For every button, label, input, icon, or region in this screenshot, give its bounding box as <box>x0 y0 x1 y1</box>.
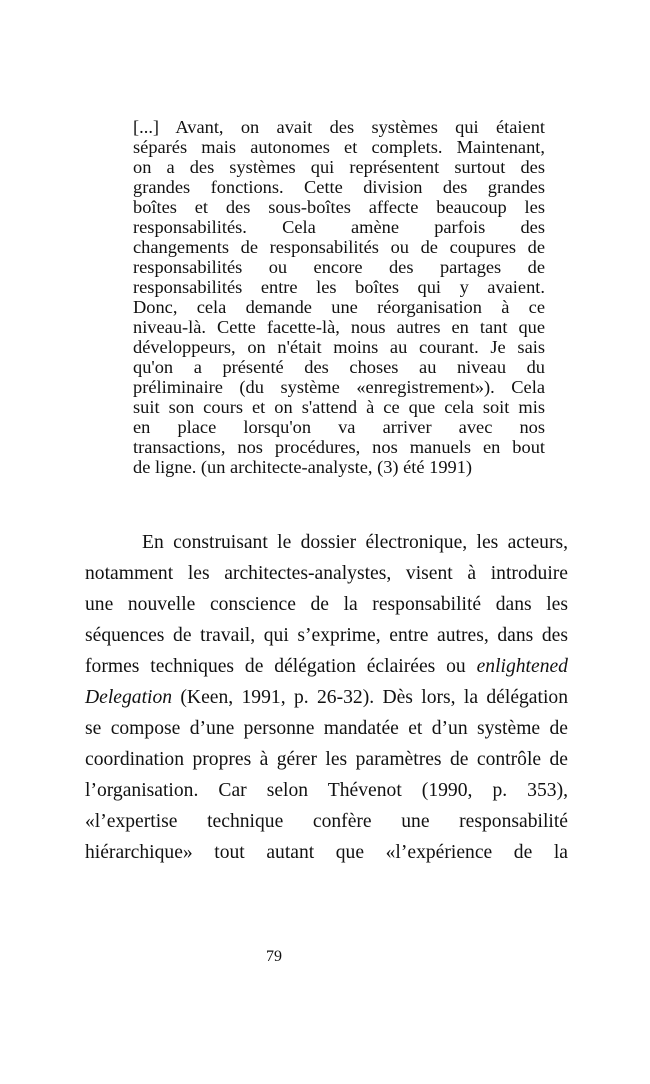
quote-line: qu'on a présenté des choses au niveau du <box>133 357 545 377</box>
body-line: coordination propres à gérer les paramètres de contrôle de <box>85 749 568 770</box>
body-line: «l’expertise technique confère une responsabilité <box>85 811 568 832</box>
quote-line: responsabilités ou encore des partages de <box>133 257 545 277</box>
quote-line: grandes fonctions. Cette division des grandes <box>133 177 545 197</box>
quote-line: développeurs, on n'était moins au courant. Je sais <box>133 337 545 357</box>
quote-line: préliminaire (du système «enregistrement»). Cela <box>133 377 545 397</box>
quote-line: responsabilités. Cela amène parfois des <box>133 217 545 237</box>
quote-line: niveau-là. Cette facette-là, nous autres en tant que <box>133 317 545 337</box>
quote-line: on a des systèmes qui représentent surtout des <box>133 157 545 177</box>
quote-line: suit son cours et on s'attend à ce que cela soit mis <box>133 397 545 417</box>
body-line: séquences de travail, qui s’exprime, entre autres, dans des <box>85 625 568 646</box>
body-line-italic: enlightened <box>476 656 568 677</box>
body-line: notamment les architectes-analystes, visent à introduire <box>85 563 568 584</box>
page-number: 79 <box>266 948 282 965</box>
quote-line: transactions, nos procédures, nos manuels en bout <box>133 437 545 457</box>
quote-line: séparés mais autonomes et complets. Maintenant, <box>133 137 545 157</box>
quote-line: changements de responsabilités ou de coupures de <box>133 237 545 257</box>
quote-line: responsabilités entre les boîtes qui y avaient. <box>133 277 545 297</box>
body-line: En construisant le dossier électronique, les acteurs, <box>142 532 568 553</box>
body-line-text: formes techniques de délégation éclairées ou <box>85 656 466 677</box>
body-line-italic: Delegation <box>85 687 173 708</box>
quote-line: [...] Avant, on avait des systèmes qui étaient <box>133 117 545 137</box>
body-line: l’organisation. Car selon Thévenot (1990, p. 353), <box>85 780 568 801</box>
quote-line: de ligne. (un architecte-analyste, (3) été 1991) <box>133 457 473 477</box>
body-line <box>85 686 568 710</box>
quote-line: Donc, cela demande une réorganisation à ce <box>133 297 545 317</box>
body-line: hiérarchique» tout autant que «l’expérience de la <box>85 842 568 863</box>
quote-line: en place lorsqu'on va arriver avec nos <box>133 417 545 437</box>
body-line-text: (Keen, 1991, p. 26-32). Dès lors, la délégation <box>180 687 568 708</box>
quote-line: boîtes et des sous-boîtes affecte beaucoup les <box>133 197 545 217</box>
body-line <box>85 655 568 679</box>
body-line: se compose d’une personne mandatée et d’un système de <box>85 718 568 739</box>
body-line: une nouvelle conscience de la responsabilité dans les <box>85 594 568 615</box>
